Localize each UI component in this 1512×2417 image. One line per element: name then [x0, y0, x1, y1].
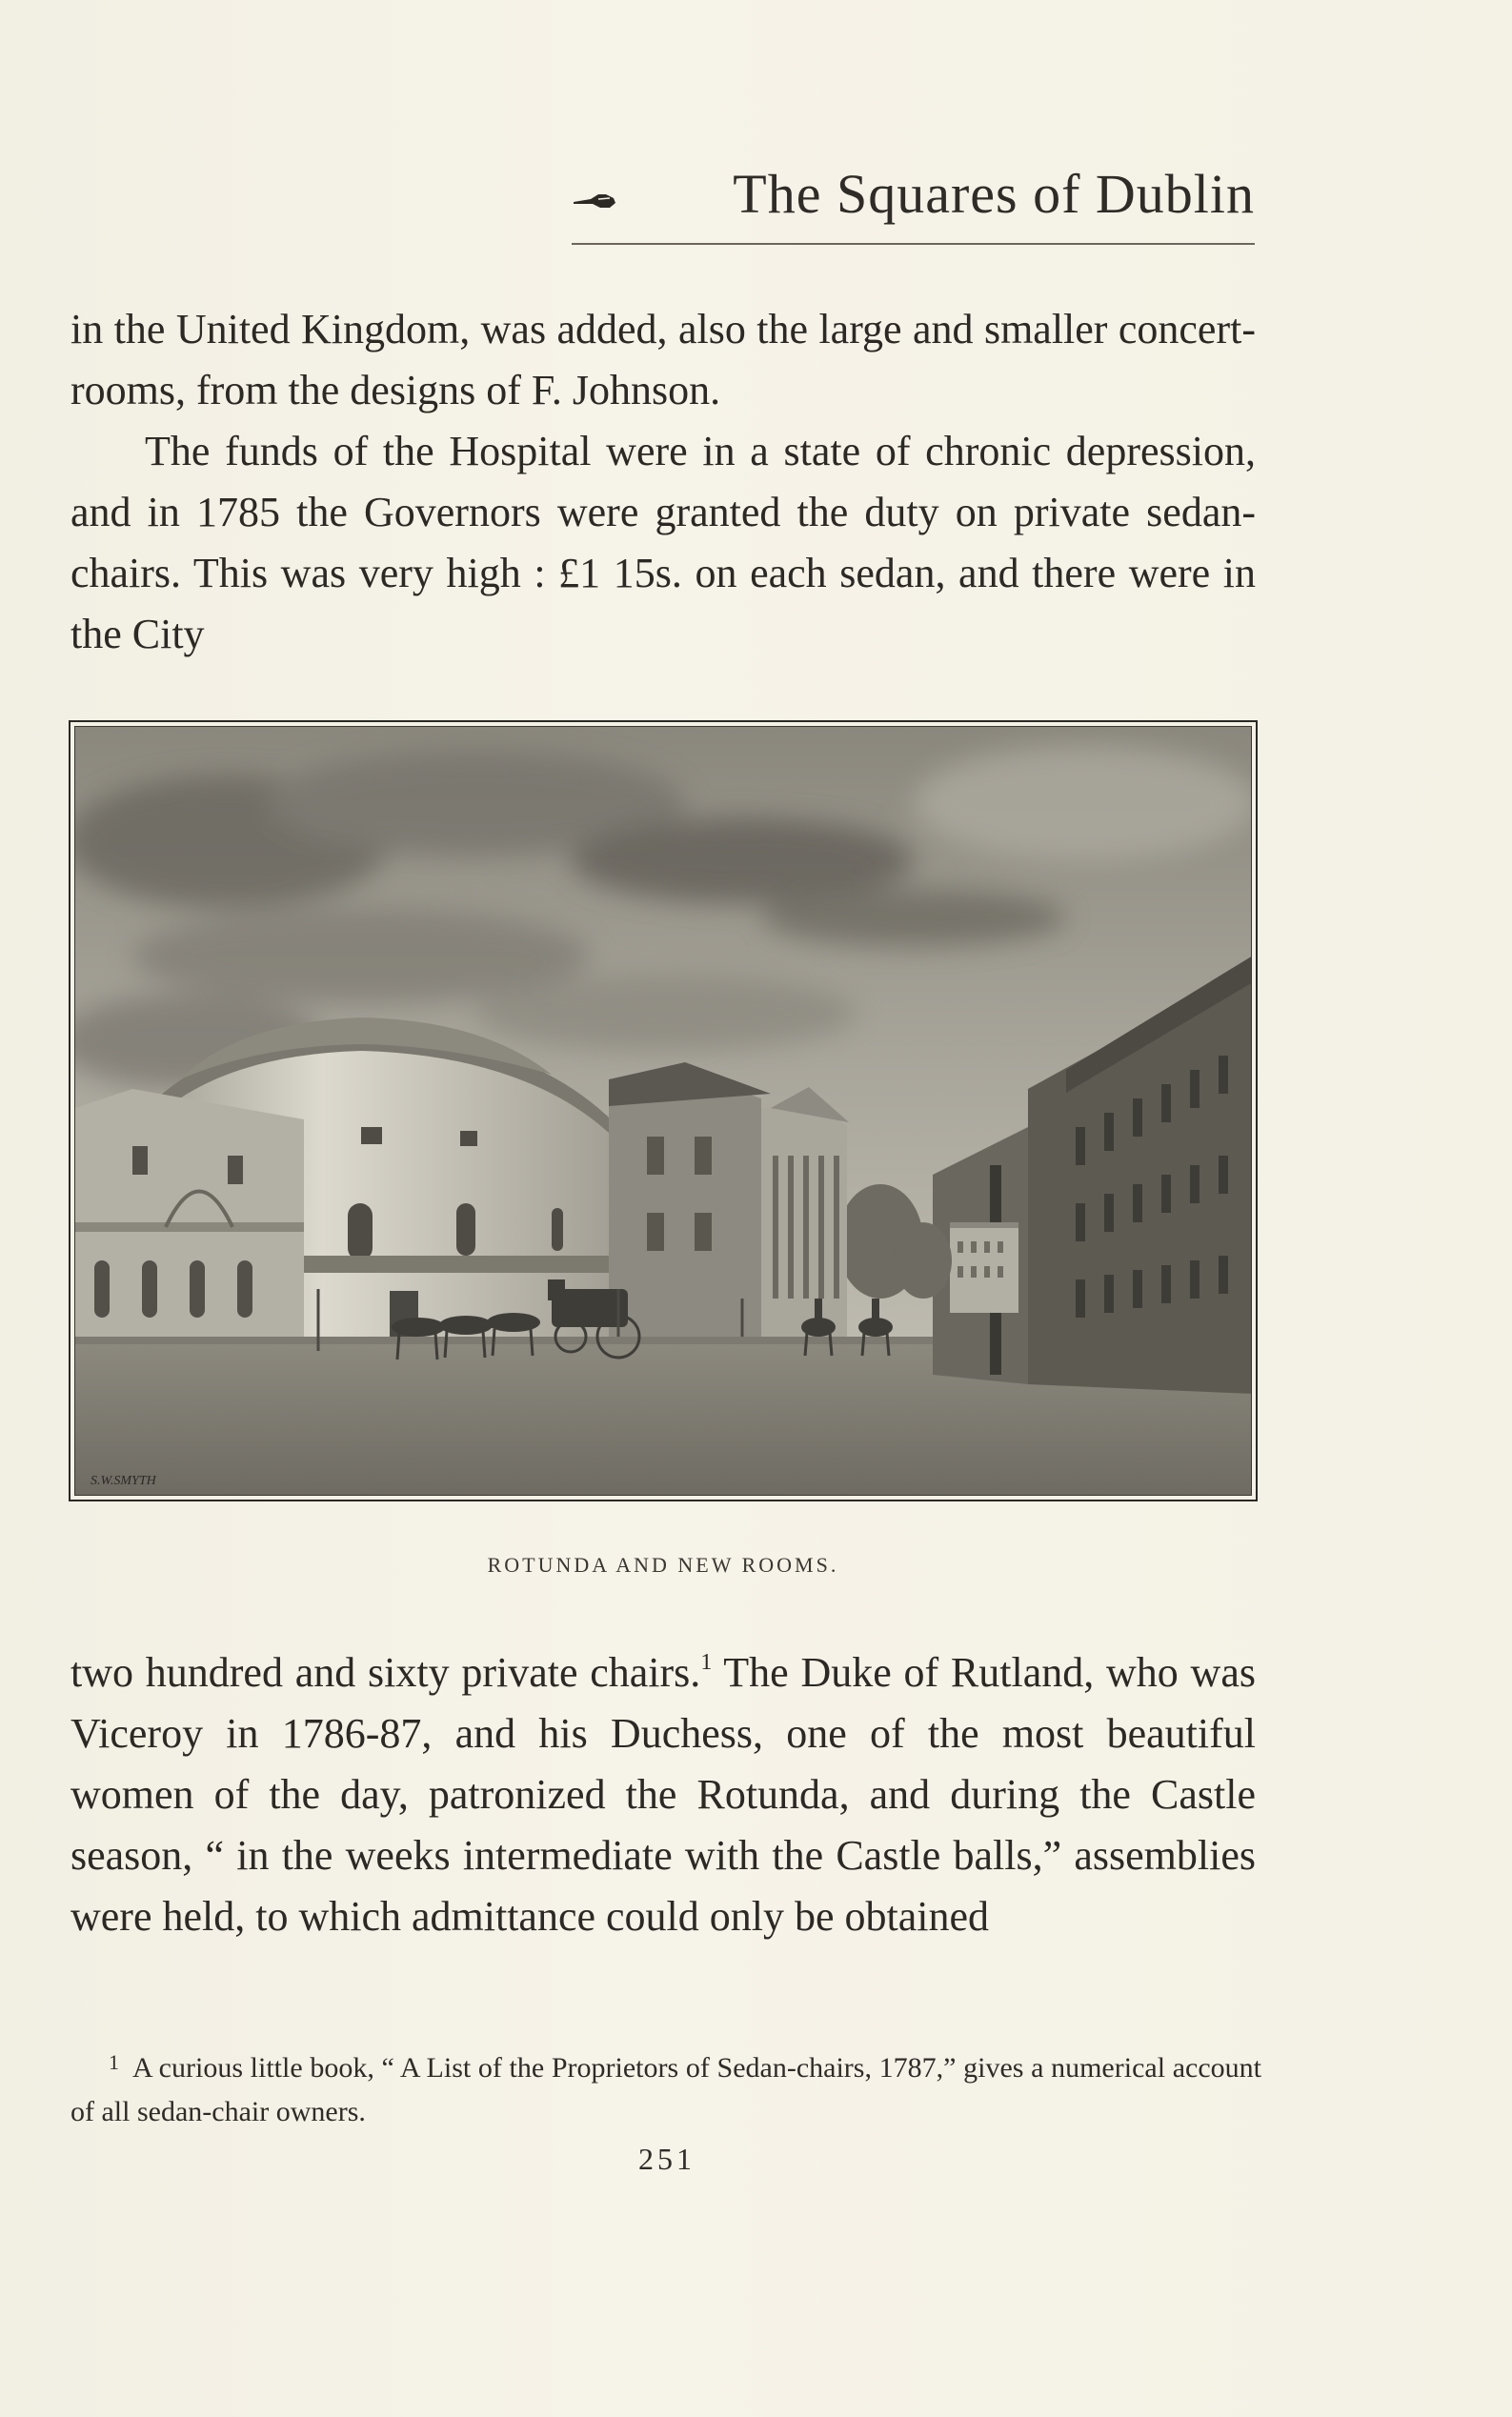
body-text-bottom [71, 1642, 1256, 1947]
paragraph-text: The Duke of Rutland, who was Viceroy in 1786-87, and his Duchess, one of the most beautiful women of the day, patronized the Rotunda, and during the Castle season, “ in the weeks intermediate with the Castle balls,” assemblies were held, to which admittance could only be obtained [71, 1649, 1256, 1940]
paragraph [71, 421, 1256, 665]
rotunda-engraving [75, 727, 1252, 1496]
figure-caption: ROTUNDA AND NEW ROOMS. [487, 1553, 839, 1577]
running-head-title: The Squares of Dublin [733, 163, 1255, 225]
paragraph: in the United Kingdom, was added, also the large and smaller concert-rooms, from the designs of F. Johnson. [71, 306, 1256, 413]
running-head [572, 152, 1255, 245]
engraving-figure [69, 720, 1258, 1501]
paragraph [71, 1642, 1256, 1947]
footnote-reference[interactable]: 1 [700, 1650, 713, 1675]
pointing-hand-icon [572, 189, 619, 211]
footnote-mark: 1 [109, 2050, 119, 2074]
footnote [71, 2041, 1261, 2134]
page-number: 251 [638, 2142, 696, 2176]
paragraph-text: on each sedan, and there were in the City [71, 550, 1257, 657]
currency-amount: £1 15s. [558, 550, 682, 596]
paragraph-text: two hundred and sixty private chairs. [71, 1649, 701, 1696]
new-rooms-building [609, 1062, 849, 1337]
paragraph-text: The funds of the Hospital were in a state of chronic depression, and in 1785 the Governors were granted the duty on private sedan-chairs. This was very high : [71, 428, 1256, 596]
engraver-signature: S.W.SMYTH [91, 1474, 156, 1488]
body-text-top [71, 299, 1256, 665]
footnote-text: A curious little book, “ A List of the Proprietors of Sedan-chairs, 1787,” gives a numerical account of all sedan-chair owners. [71, 2052, 1261, 2127]
distant-building [950, 1222, 1018, 1313]
